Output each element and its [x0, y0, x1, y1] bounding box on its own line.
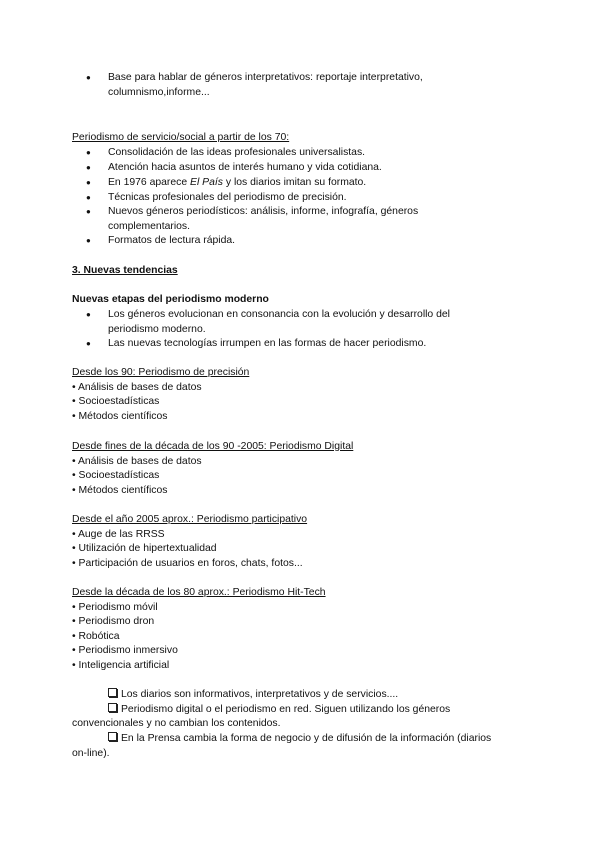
check-paragraph: En la Prensa cambia la forma de negocio y de difusión de la información (diarios — [108, 732, 491, 747]
bullet-dot-icon: ● — [86, 310, 91, 319]
list-item: ● Los géneros evolucionan en consonancia con la evolución y desarrollo del periodismo moderno. — [86, 309, 450, 335]
list-item: • Socioestadísticas — [72, 470, 160, 481]
precision-heading: Desde los 90: Periodismo de precisión — [72, 367, 250, 378]
list-item: ● En 1976 aparece El País y los diarios imitan su formato. — [108, 176, 488, 191]
servicio-heading: Periodismo de servicio/social a partir de los 70: — [72, 132, 290, 143]
list-item: • Participación de usuarios en foros, chats, fotos... — [72, 558, 303, 569]
list-item: • Inteligencia artificial — [72, 660, 170, 671]
list-item: • Robótica — [72, 631, 120, 642]
checkbox-icon — [108, 732, 117, 741]
intro-bullet: ● Base para hablar de géneros interpretativos: reportaje interpretativo, columnismo,informe... — [86, 72, 423, 98]
bullet-dot-icon: ● — [86, 207, 91, 216]
list-item: ● Consolidación de las ideas profesionales universalistas. — [108, 146, 488, 161]
bullet-dot-icon: ● — [86, 178, 91, 187]
check-paragraph: Periodismo digital o el periodismo en red. Siguen utilizando los géneros — [108, 703, 450, 718]
digital-heading: Desde fines de la década de los 90 -2005: Periodismo Digital — [72, 441, 354, 452]
list-item: ● Atención hacia asuntos de interés humano y vida cotidiana. — [108, 161, 488, 176]
check-paragraph-continuation: convencionales y no cambian los contenidos. — [72, 718, 281, 729]
checkbox-icon — [108, 688, 117, 697]
bullet-dot-icon: ● — [86, 193, 91, 202]
list-item: • Socioestadísticas — [72, 396, 160, 407]
section-title: 3. Nuevas tendencias — [72, 265, 178, 276]
check-paragraph: Los diarios son informativos, interpretativos y de servicios.... — [108, 688, 398, 703]
list-item: • Utilización de hipertextualidad — [72, 543, 217, 554]
checkbox-icon — [108, 703, 117, 712]
list-item: ● Técnicas profesionales del periodismo de precisión. — [108, 191, 488, 206]
participativo-heading: Desde el año 2005 aprox.: Periodismo participativo — [72, 514, 308, 525]
bullet-dot-icon: ● — [86, 148, 91, 157]
list-item: • Auge de las RRSS — [72, 529, 165, 540]
list-item: • Análisis de bases de datos — [72, 456, 202, 467]
list-item: • Métodos científicos — [72, 485, 168, 496]
bullet-dot-icon: ● — [86, 163, 91, 172]
bullet-dot-icon: ● — [86, 73, 91, 82]
list-item: • Análisis de bases de datos — [72, 382, 202, 393]
list-item: ● Las nuevas tecnologías irrumpen en las formas de hacer periodismo. — [108, 337, 488, 352]
newspaper-name: El País — [190, 177, 223, 188]
bullet-dot-icon: ● — [86, 339, 91, 348]
section-subtitle: Nuevas etapas del periodismo moderno — [72, 294, 269, 305]
list-item: • Periodismo dron — [72, 616, 155, 627]
list-item: ● Formatos de lectura rápida. — [108, 234, 488, 249]
hitech-heading: Desde la década de los 80 aprox.: Periodismo Hit-Tech — [72, 587, 326, 598]
list-item: • Periodismo inmersivo — [72, 645, 178, 656]
list-item: • Periodismo móvil — [72, 602, 158, 613]
check-paragraph-continuation: on-line). — [72, 748, 110, 759]
bullet-dot-icon: ● — [86, 236, 91, 245]
list-item: • Métodos científicos — [72, 411, 168, 422]
list-item: ● Nuevos géneros periodísticos: análisis, informe, infografía, géneros complementarios. — [86, 206, 419, 232]
